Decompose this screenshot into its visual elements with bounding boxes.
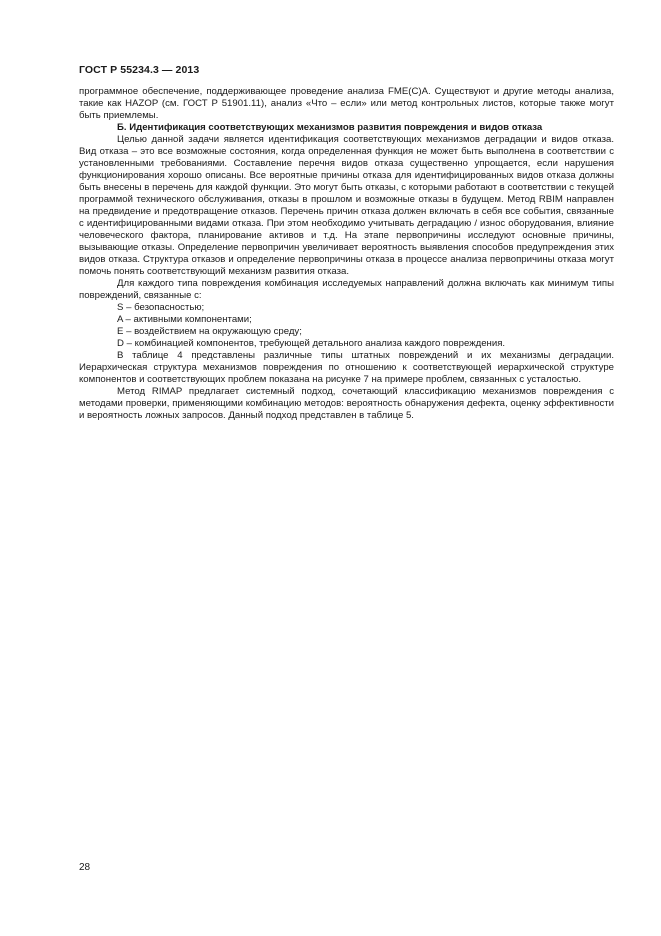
document-header: ГОСТ Р 55234.3 — 2013 — [79, 64, 200, 76]
paragraph-rimap: Метод RIMAP предлагает системный подход, сочетающий классификацию механизмов повреждения с методами проверки, применяющими комбинацию методов: вероятность обнаружения дефекта, оценку эффективности и вероятность ложных запросов. Данный подход представлен в таблице 5. — [79, 386, 614, 421]
list-item-safety: S – безопасностью; — [117, 302, 205, 313]
section-heading: Б. Идентификация соответствующих механизмов развития повреждения и видов отказа — [117, 122, 543, 133]
list-item-environment: E – воздействием на окружающую среду; — [117, 326, 302, 337]
paragraph-continuation: программное обеспечение, поддерживающее проведение анализа FME(C)A. Существуют и другие методы анализа, такие как HAZOP (см. ГОСТ Р 51901.11), анализ «Что – если» или метод контрольных листов, которые также могут быть приемлемы. — [79, 86, 614, 121]
document-body — [79, 86, 614, 422]
list-item-component-combination: D – комбинацией компонентов, требующей детального анализа каждого повреждения. — [117, 338, 506, 349]
paragraph-table4: В таблице 4 представлены различные типы штатных повреждений и их механизмы деградации. Иерархическая структура механизмов повреждения по отношению к соответствующей иерархической структуре компонентов и соответствующих проблем показана на рисунке 7 на примере проблем, связанных с усталостью. — [79, 350, 614, 385]
paragraph-failure-modes: Целью данной задачи является идентификация соответствующих механизмов деградации и видов отказа. Вид отказа – это все возможные состояния, когда определенная функция не может быть выполнена в соответствии с установленными требованиями. Составление перечня видов отказа существенно упрощается, если нарушения функционирования хорошо описаны. Все вероятные причины отказа для идентифицированных видов отказа должны быть внесены в перечень для каждой функции. Это могут быть отказы, с которыми работают в соответствии с текущей программой технического обслуживания, отказы в прошлом и возможные отказы в будущем. Метод RBIM направлен на предвидение и предотвращение отказов. Перечень причин отказа должен включать в себя все события, связанные с идентифицированными видами отказа. При этом необходимо учитывать деградацию / износ оборудования, влияние человеческого фактора, планирование активов и т.д. На этапе первопричины исследуют основные причины, вызывающие отказы. Определение первопричин увеличивает вероятность выявления способов предупреждения этих видов отказа. Структура отказов и определение первопричины отказа в процессе анализа первопричины отказа могут помочь понять соответствующий механизм развития отказа. — [79, 134, 614, 277]
paragraph-damage-types: Для каждого типа повреждения комбинация исследуемых направлений должна включать как минимум типы повреждений, связанные с: — [79, 278, 614, 301]
list-item-active-components: A – активными компонентами; — [117, 314, 252, 325]
page-number: 28 — [79, 862, 91, 873]
